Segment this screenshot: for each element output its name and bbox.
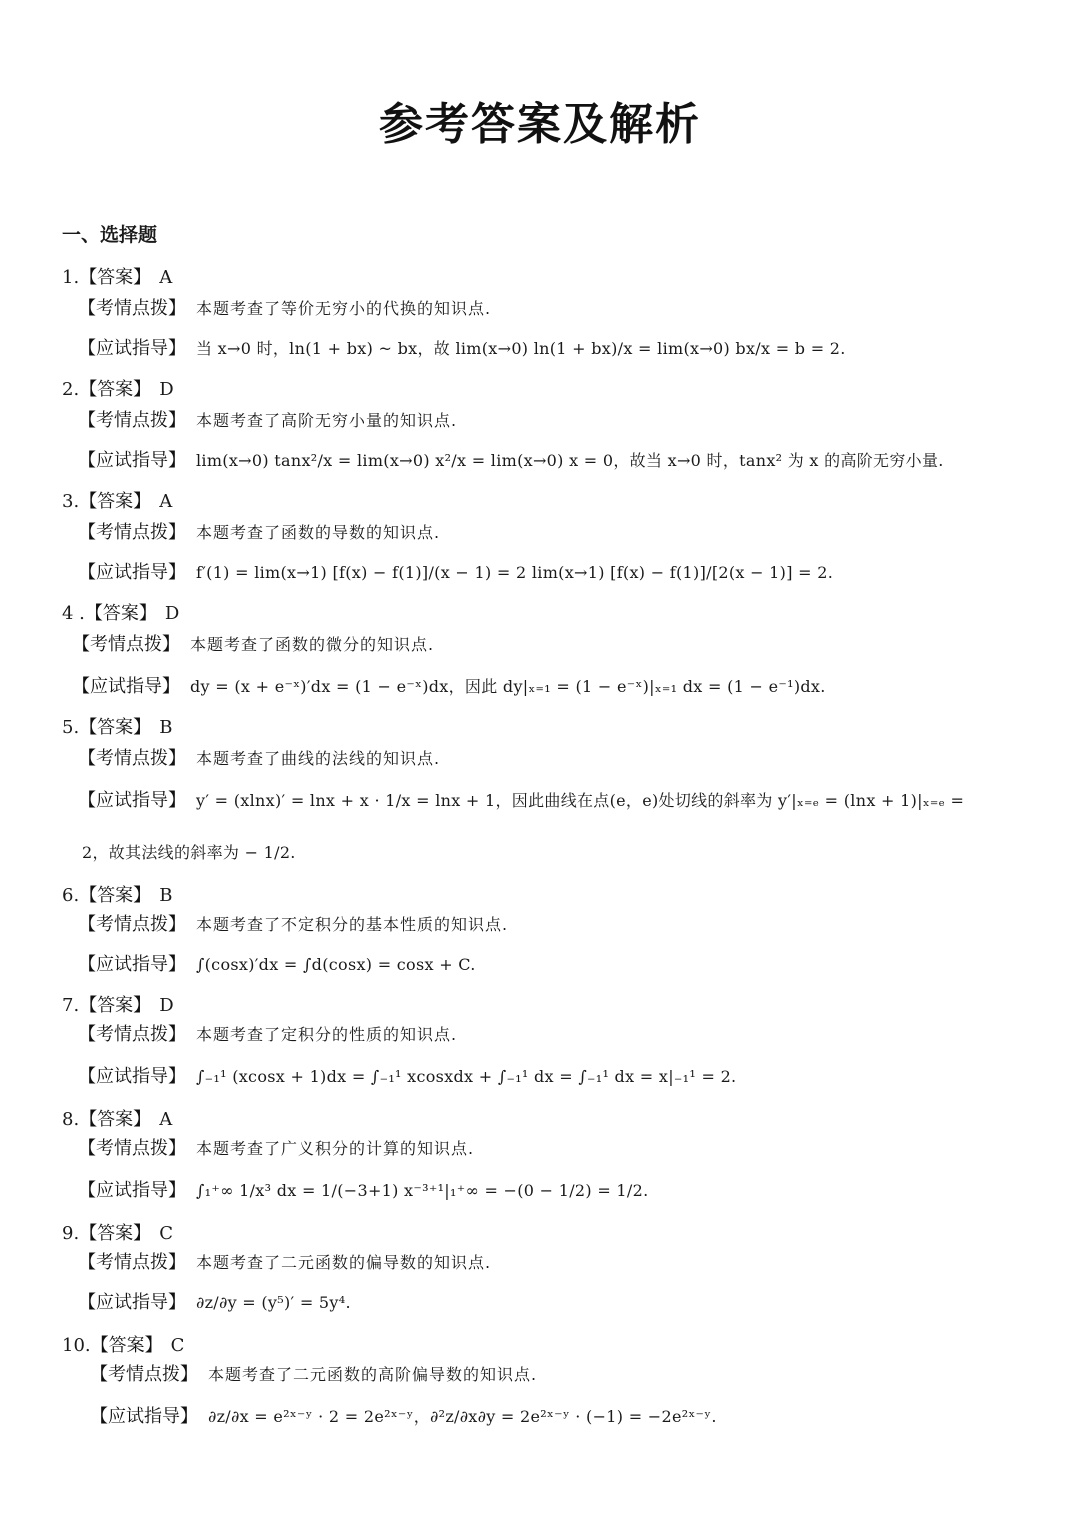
- point-line: [78, 298, 491, 320]
- question-number: 1.: [62, 267, 80, 288]
- guide-label: 【应试指导】: [78, 450, 186, 471]
- question-number: 3.: [62, 491, 80, 512]
- question-number: 9.: [62, 1223, 80, 1244]
- question-number: 5.: [62, 717, 80, 738]
- guide-line: [78, 562, 833, 584]
- point-text: 本题考查了曲线的法线的知识点.: [196, 749, 441, 768]
- answer-letter: B: [159, 885, 173, 906]
- point-line: [78, 522, 440, 544]
- answer-line: [62, 716, 172, 739]
- answer-label: 【答案】: [79, 717, 152, 738]
- question-number: 7.: [62, 995, 80, 1016]
- guide-label: 【应试指导】: [78, 790, 186, 811]
- answer-letter: A: [159, 491, 173, 512]
- point-line: [72, 634, 434, 656]
- guide-label: 【应试指导】: [78, 338, 186, 359]
- point-label: 【考情点拨】: [78, 522, 186, 543]
- point-label: 【考情点拨】: [78, 748, 186, 769]
- guide-line: [90, 1406, 717, 1428]
- guide-formula: ∫₁⁺∞ 1/x³ dx = 1/(−3+1) x⁻³⁺¹|₁⁺∞ = −(0 − 1/2) = 1/2.: [196, 1181, 649, 1200]
- point-line: [78, 1138, 474, 1160]
- answer-line: [62, 994, 174, 1017]
- answer-letter: C: [170, 1335, 185, 1356]
- answer-letter: A: [159, 267, 173, 288]
- answer-letter: B: [159, 717, 173, 738]
- point-line: [90, 1364, 537, 1386]
- point-text: 本题考查了定积分的性质的知识点.: [196, 1025, 458, 1044]
- guide-line: [78, 1292, 351, 1314]
- point-label: 【考情点拨】: [78, 914, 186, 935]
- answer-label: 【答案】: [79, 885, 152, 906]
- guide-formula-continued: 2，故其法线的斜率为 − 1/2.: [82, 843, 296, 862]
- answer-line: [62, 1222, 173, 1245]
- answer-line: [62, 884, 172, 907]
- answer-letter: D: [164, 603, 180, 624]
- guide-line: [78, 790, 964, 812]
- point-label: 【考情点拨】: [78, 298, 186, 319]
- point-line: [78, 748, 440, 770]
- point-text: 本题考查了高阶无穷小量的知识点.: [196, 411, 458, 430]
- guide-formula: f′(1) = lim(x→1) [f(x) − f(1)]/(x − 1) = 2 lim(x→1) [f(x) − f(1)]/[2(x − 1)] = 2.: [196, 563, 834, 582]
- guide-label: 【应试指导】: [78, 1180, 186, 1201]
- question-number: 10.: [62, 1335, 91, 1356]
- guide-label: 【应试指导】: [78, 562, 186, 583]
- guide-formula: ∫(cosx)′dx = ∫d(cosx) = cosx + C.: [196, 955, 476, 974]
- guide-formula: ∂z/∂x = e²ˣ⁻ʸ · 2 = 2e²ˣ⁻ʸ，∂²z/∂x∂y = 2e²ˣ⁻ʸ · (−1) = −2e²ˣ⁻ʸ.: [208, 1407, 717, 1426]
- answer-letter: A: [159, 1109, 173, 1130]
- guide-line: [72, 676, 826, 698]
- answer-label: 【答案】: [79, 267, 152, 288]
- point-text: 本题考查了等价无穷小的代换的知识点.: [196, 299, 492, 318]
- answer-letter: C: [159, 1223, 173, 1244]
- point-text: 本题考查了函数的导数的知识点.: [196, 523, 441, 542]
- guide-formula: ∫₋₁¹ (xcosx + 1)dx = ∫₋₁¹ xcosxdx + ∫₋₁¹ dx = ∫₋₁¹ dx = x|₋₁¹ = 2.: [196, 1067, 737, 1086]
- answer-label: 【答案】: [79, 491, 152, 512]
- guide-label: 【应试指导】: [78, 1066, 186, 1087]
- guide-line: [78, 1066, 736, 1088]
- question-number: 4 .: [62, 603, 85, 624]
- point-text: 本题考查了二元函数的高阶偏导数的知识点.: [208, 1365, 538, 1384]
- question-number: 8.: [62, 1109, 80, 1130]
- guide-line: [78, 954, 476, 976]
- guide-line: [78, 338, 846, 360]
- point-text: 本题考查了函数的微分的知识点.: [190, 635, 435, 654]
- point-text: 本题考查了广义积分的计算的知识点.: [196, 1139, 475, 1158]
- guide-line: [78, 450, 944, 472]
- point-line: [78, 1024, 457, 1046]
- point-label: 【考情点拨】: [78, 1024, 186, 1045]
- guide-formula: 当 x→0 时，ln(1 + bx) ~ bx，故 lim(x→0) ln(1 + bx)/x = lim(x→0) bx/x = b = 2.: [196, 339, 846, 358]
- answer-letter: D: [159, 995, 174, 1016]
- guide-formula: ∂z/∂y = (y⁵)′ = 5y⁴.: [196, 1293, 351, 1312]
- answer-label: 【答案】: [79, 1109, 152, 1130]
- guide-formula: lim(x→0) tanx²/x = lim(x→0) x²/x = lim(x→0) x = 0，故当 x→0 时，tanx² 为 x 的高阶无穷小量.: [196, 451, 944, 470]
- guide-label: 【应试指导】: [78, 954, 186, 975]
- answer-line: [62, 490, 172, 513]
- answer-label: 【答案】: [79, 995, 152, 1016]
- answer-line: [62, 378, 174, 401]
- answer-line: [62, 1334, 184, 1357]
- guide-label: 【应试指导】: [78, 1292, 186, 1313]
- section-heading: 一、选择题: [62, 224, 158, 246]
- question-number: 2.: [62, 379, 80, 400]
- answer-label: 【答案】: [79, 1223, 152, 1244]
- point-label: 【考情点拨】: [78, 410, 186, 431]
- answer-line: [62, 1108, 172, 1131]
- point-text: 本题考查了二元函数的偏导数的知识点.: [196, 1253, 492, 1272]
- point-label: 【考情点拨】: [78, 1252, 186, 1273]
- answer-label: 【答案】: [90, 1335, 163, 1356]
- answer-letter: D: [159, 379, 174, 400]
- answer-label: 【答案】: [79, 379, 152, 400]
- guide-continuation: [82, 842, 296, 864]
- point-label: 【考情点拨】: [90, 1364, 198, 1385]
- point-line: [78, 410, 457, 432]
- page-title: 参考答案及解析: [379, 99, 701, 150]
- guide-formula: y′ = (xlnx)′ = lnx + x · 1/x = lnx + 1，因此曲线在点(e，e)处切线的斜率为 y′|ₓ₌ₑ = (lnx + 1)|ₓ₌ₑ =: [196, 791, 965, 810]
- point-line: [78, 1252, 491, 1274]
- guide-line: [78, 1180, 648, 1202]
- guide-label: 【应试指导】: [72, 676, 180, 697]
- answer-line: [62, 266, 172, 289]
- point-line: [78, 914, 508, 936]
- guide-formula: dy = (x + e⁻ˣ)′dx = (1 − e⁻ˣ)dx，因此 dy|ₓ₌₁ = (1 − e⁻ˣ)|ₓ₌₁ dx = (1 − e⁻¹)dx.: [190, 677, 826, 696]
- question-number: 6.: [62, 885, 80, 906]
- point-text: 本题考查了不定积分的基本性质的知识点.: [196, 915, 509, 934]
- answer-line: [62, 602, 179, 625]
- point-label: 【考情点拨】: [78, 1138, 186, 1159]
- point-label: 【考情点拨】: [72, 634, 180, 655]
- answer-label: 【答案】: [84, 603, 157, 624]
- guide-label: 【应试指导】: [90, 1406, 198, 1427]
